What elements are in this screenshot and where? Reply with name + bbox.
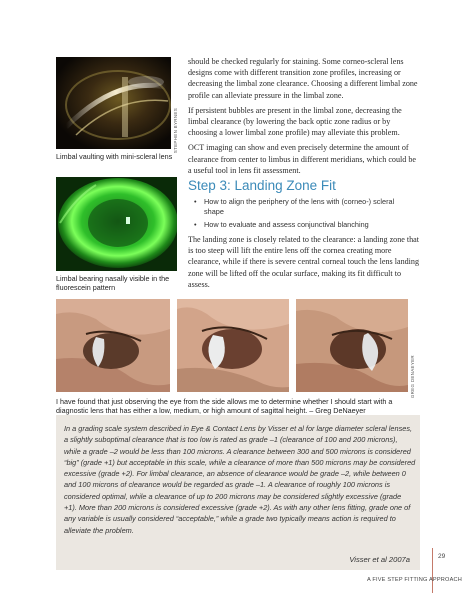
fluorescein-image [56,177,177,271]
bullet-item [192,197,412,217]
eye-profile-photo-2 [177,299,289,392]
paragraph-oct: OCT imaging can show and even precisely determine the amount of clearance from center to limbus in different meridians, which could be a useful tool in lens fit assessment. [188,143,416,175]
limbal-vaulting-image [56,57,171,149]
eye-profile-image-1 [56,299,170,392]
step-3-heading: Step 3: Landing Zone Fit [188,178,336,193]
fluorescein-photo [56,177,177,271]
bullet-icon: • [194,197,197,206]
limbal-vaulting-caption: Limbal vaulting with mini-scleral lens [56,152,173,161]
photo-credit-denaeyer: GREG DENAEYER [410,355,415,399]
page-number: 29 [438,553,446,560]
visser-quote-attribution: Visser et al 2007a [349,555,410,564]
paragraph-staining: should be checked regularly for staining. Some corneo-scleral lens designs come with different transition zone profiles, increasing or decreasing the limbal zone clearance. Choosing a different limbal zone profile can alleviate pressure in the limbal zone. [188,57,418,100]
bullet-text: How to evaluate and assess conjunctival blanching [204,220,369,229]
eye-profile-photo-3 [296,299,408,392]
eye-profile-caption: I have found that just observing the eye from the side allows me to determine whether I should start with a diagnostic lens that has either a low, medium, or high amount of sagittal height. – Greg DeNaeyer [56,397,393,415]
fluorescein-caption: Limbal bearing nasally visible in the fluorescein pattern [56,274,170,292]
visser-quote-text: In a grading scale system described in Eye & Contact Lens by Visser et al for large diameter scleral lenses, a slightly suboptimal clearance that is too low is rated as grade –1 (clearance of 100 and 200 microns), while a grade –2 would be less than 100 microns. A clearance between 300 and 500 microns is considered “big” (grade +1) but acceptable in this scale, while a clearance of more than 500 microns may be considered excessive (grade +2). For limbal clearance, an absence of clearance would be grade –2, while between 0 and 100 microns of clearance would be regarded as grade –1. A clearance of roughly 100 microns is considered optimal, while a clearance of up to 200 microns may be considered slightly excessive (grade +1). More than 200 microns is considered excessive (grade +2). As with any other lens fitting, grade one of any variable is usually considered “acceptable,” while a grade two typically means action is required to alleviate the problem. [64,424,416,535]
photo-credit-byrnes: STEPHEN BYRNES [173,108,178,154]
footer-divider [432,548,433,593]
bullet-item [192,220,412,230]
running-footer-title: A FIVE STEP FITTING APPROACH [366,577,462,583]
body-text-top [188,56,420,180]
bullet-text: How to align the periphery of the lens with (corneo-) scleral shape [204,197,395,216]
eye-profile-photo-1 [56,299,170,392]
eye-profile-image-3 [296,299,408,392]
bullet-icon: • [194,220,197,229]
eye-profile-image-2 [177,299,289,392]
paragraph-bubbles: If persistent bubbles are present in the limbal zone, decreasing the limbal clearance (by lowering the back optic zone radius or by choosing a lower limbal zone profile) may alleviate this problem. [188,105,402,138]
limbal-vaulting-photo [56,57,171,149]
step-3-bullet-list [192,197,412,233]
body-text-landing-zone [188,234,420,294]
visser-quote-box [56,415,420,570]
paragraph-landing-zone: The landing zone is closely related to the clearance: a landing zone that is too steep will lift the entire lens off the cornea creating more clearance, while if there is severe central corneal touch the lens landing zone will be lifted off the ocular surface, making its fit difficult to assess. [188,235,420,289]
